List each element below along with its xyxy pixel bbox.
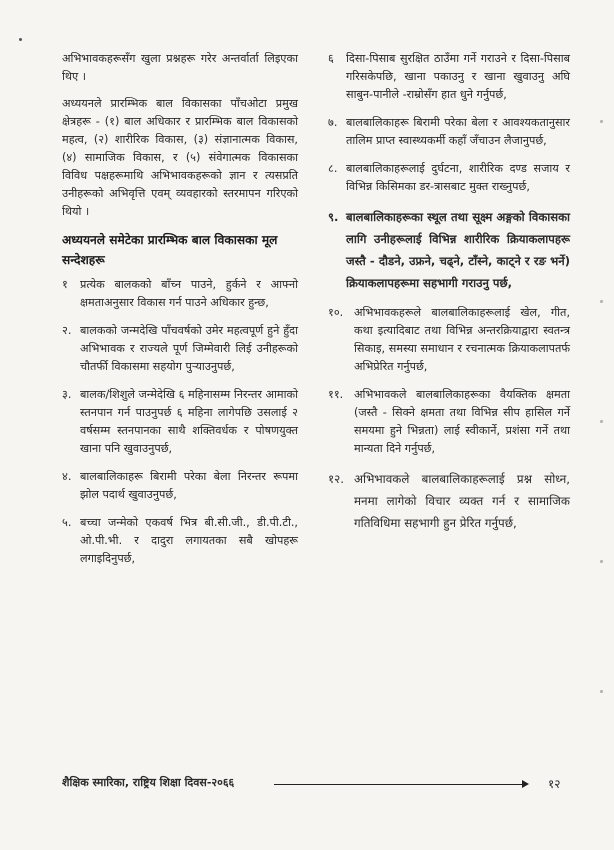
study-paragraph: अध्ययनले प्रारम्भिक बाल विकासका पाँचओटा प्रमुख क्षेत्रहरू - (१) बाल अधिकार र प्रारम्भिक बाल विकासको महत्व, (२) शारीरिक विकास, (३) संज्ञानात्मक विकास, (४) सामाजिक विकास, र (५) संवेगात्मक विकासका विविध पक्षहरूमाथि अभिभावकहरूको ज्ञान र त्यसप्रति उनीहरूको अभिवृत्ति एवम् व्यवहारको स्तरमापन गरिएको थियो ।	[62, 97, 298, 218]
footer-rule	[274, 784, 524, 785]
list-item-number: ७.	[328, 116, 338, 129]
list-item-text: बालकको जन्मदेखि पाँचवर्षको उमेर महत्वपूर्ण हुने हुँदा अभिभावक र राज्यले पूर्ण जिम्मेवारी लिई उनीहरूको चौतर्फी विकासमा सहयोग पुऱ्याउनुपर्छ,	[80, 324, 298, 373]
list-item-number: ४.	[62, 470, 72, 483]
list-item-text: प्रत्येक बालकको बाँच्न पाउने, हुर्कने र आफ्नो क्षमताअनुसार विकास गर्न पाउने अधिकार हुन्छ,	[80, 278, 298, 309]
edge-speck	[600, 300, 603, 303]
list-item	[62, 468, 298, 504]
list-item	[62, 514, 298, 568]
list-item-number: ८.	[328, 162, 338, 175]
list-item-number: १	[62, 278, 68, 291]
edge-speck	[600, 690, 603, 693]
list-item-number: ११.	[328, 388, 344, 401]
list-item-text: अभिभावकहरूले बालबालिकाहरूलाई खेल, गीत, कथा इत्यादिबाट तथा विभिन्न अन्तरक्रियाद्वारा स्वतन्त्र सिकाइ, समस्या समाधान र रचनात्मक क्रियाकलापतर्फ अभिप्रेरित गर्नुपर्छ,	[354, 306, 570, 373]
intro-paragraph: अभिभावकहरूसँग खुला प्रश्नहरू गरेर अन्तर्वार्ता लिइएका थिए ।	[62, 52, 298, 83]
edge-speck	[600, 560, 603, 563]
list-item	[62, 322, 298, 376]
list-item-text: बालबालिकाहरूलाई दुर्घटना, शारीरिक दण्ड सजाय र विभिन्न किसिमका डर-त्रासबाट मुक्त राख्नुपर्छ,	[346, 162, 570, 193]
edge-speck	[600, 120, 603, 123]
list-item	[62, 386, 298, 458]
list-item-number: ६	[328, 52, 334, 65]
list-item-number: १२.	[328, 472, 345, 486]
page-footer	[62, 775, 568, 795]
publication-title: शैक्षिक स्मारिका, राष्ट्रिय शिक्षा दिवस-२०६६	[62, 776, 235, 789]
list-item	[328, 386, 570, 458]
edge-speck	[600, 420, 603, 423]
list-item	[328, 114, 570, 150]
list-item-number: २.	[62, 324, 72, 337]
arrow-icon	[522, 780, 529, 788]
list-item	[328, 304, 570, 376]
list-item-text: बालबालिकाहरू बिरामी परेका बेला र आवश्यकतानुसार तालिम प्राप्त स्वास्थ्यकर्मी कहाँ जँचाउन लैजानुपर्छ,	[346, 116, 570, 147]
list-item-text: बालबालिकाहरू बिरामी परेका बेला निरन्तर रूपमा झोल पदार्थ खुवाउनुपर्छ,	[80, 470, 298, 501]
list-item	[328, 50, 570, 104]
page-number: १२	[548, 777, 561, 791]
list-item-text: बालक/शिशुले जन्मेदेखि ६ महिनासम्म निरन्तर आमाको स्तनपान गर्न पाउनुपर्छ ६ महिना लागेपछि उसलाई २ वर्षसम्म स्तनपानका साथै शक्तिवर्धक र पोषणयुक्त खाना पनि खुवाउनुपर्छ,	[80, 388, 298, 455]
list-item-text: बच्चा जन्मेको एकवर्ष भित्र बी.सी.जी., डी.पी.टी., ओ.पी.भी. र दादुरा लगायतका सबै खोपहरू लगाइदिनुपर्छ,	[80, 516, 298, 565]
section-heading: अध्ययनले समेटेका प्रारम्भिक बाल विकासका मूल सन्देशहरू	[62, 233, 278, 267]
right-column	[328, 50, 570, 544]
list-item-text: अभिभावकले बालबालिकाहरूलाई प्रश्न सोध्न, मनमा लागेको विचार व्यक्त गर्न र सामाजिक गतिविधिमा सहभागी हुन प्रेरित गर्नुपर्छ,	[354, 472, 570, 530]
left-column	[62, 50, 298, 578]
list-item-text: दिसा-पिसाब सुरक्षित ठाउँमा गर्ने गराउने र दिसा-पिसाब गरिसकेपछि, खाना पकाउनु र खाना खुवाउनु अघि साबुन-पानीले -राम्रोसँग हात धुने गर्नुपर्छ,	[346, 52, 570, 101]
list-item	[328, 206, 570, 294]
list-item-number: ३.	[62, 388, 72, 401]
list-item-number: ५.	[62, 516, 72, 529]
list-item-number: १०.	[328, 306, 344, 319]
list-item	[328, 160, 570, 196]
list-item-number: ९.	[328, 210, 339, 224]
scan-speck	[19, 38, 22, 41]
list-item-text: अभिभावकले बालबालिकाहरूका वैयक्तिक क्षमता (जस्तै - सिक्ने क्षमता तथा विभिन्न सीप हासिल गर्ने समयमा हुने भिन्नता) लाई स्वीकार्ने, प्रशंसा गर्ने तथा मान्यता दिने गर्नुपर्छ,	[354, 388, 570, 455]
list-item	[328, 468, 570, 534]
list-item-text: बालबालिकाहरूका स्थूल तथा सूक्ष्म अङ्गको विकासका लागि उनीहरूलाई विभिन्न शारीरिक क्रियाकलापहरू जस्तै - दौडने, उफ्रने, चढ्ने, टाँस्ने, काट्ने र रङ भर्ने) क्रियाकलापहरूमा सहभागी गराउनु पर्छ,	[346, 210, 570, 290]
list-item	[62, 276, 298, 312]
